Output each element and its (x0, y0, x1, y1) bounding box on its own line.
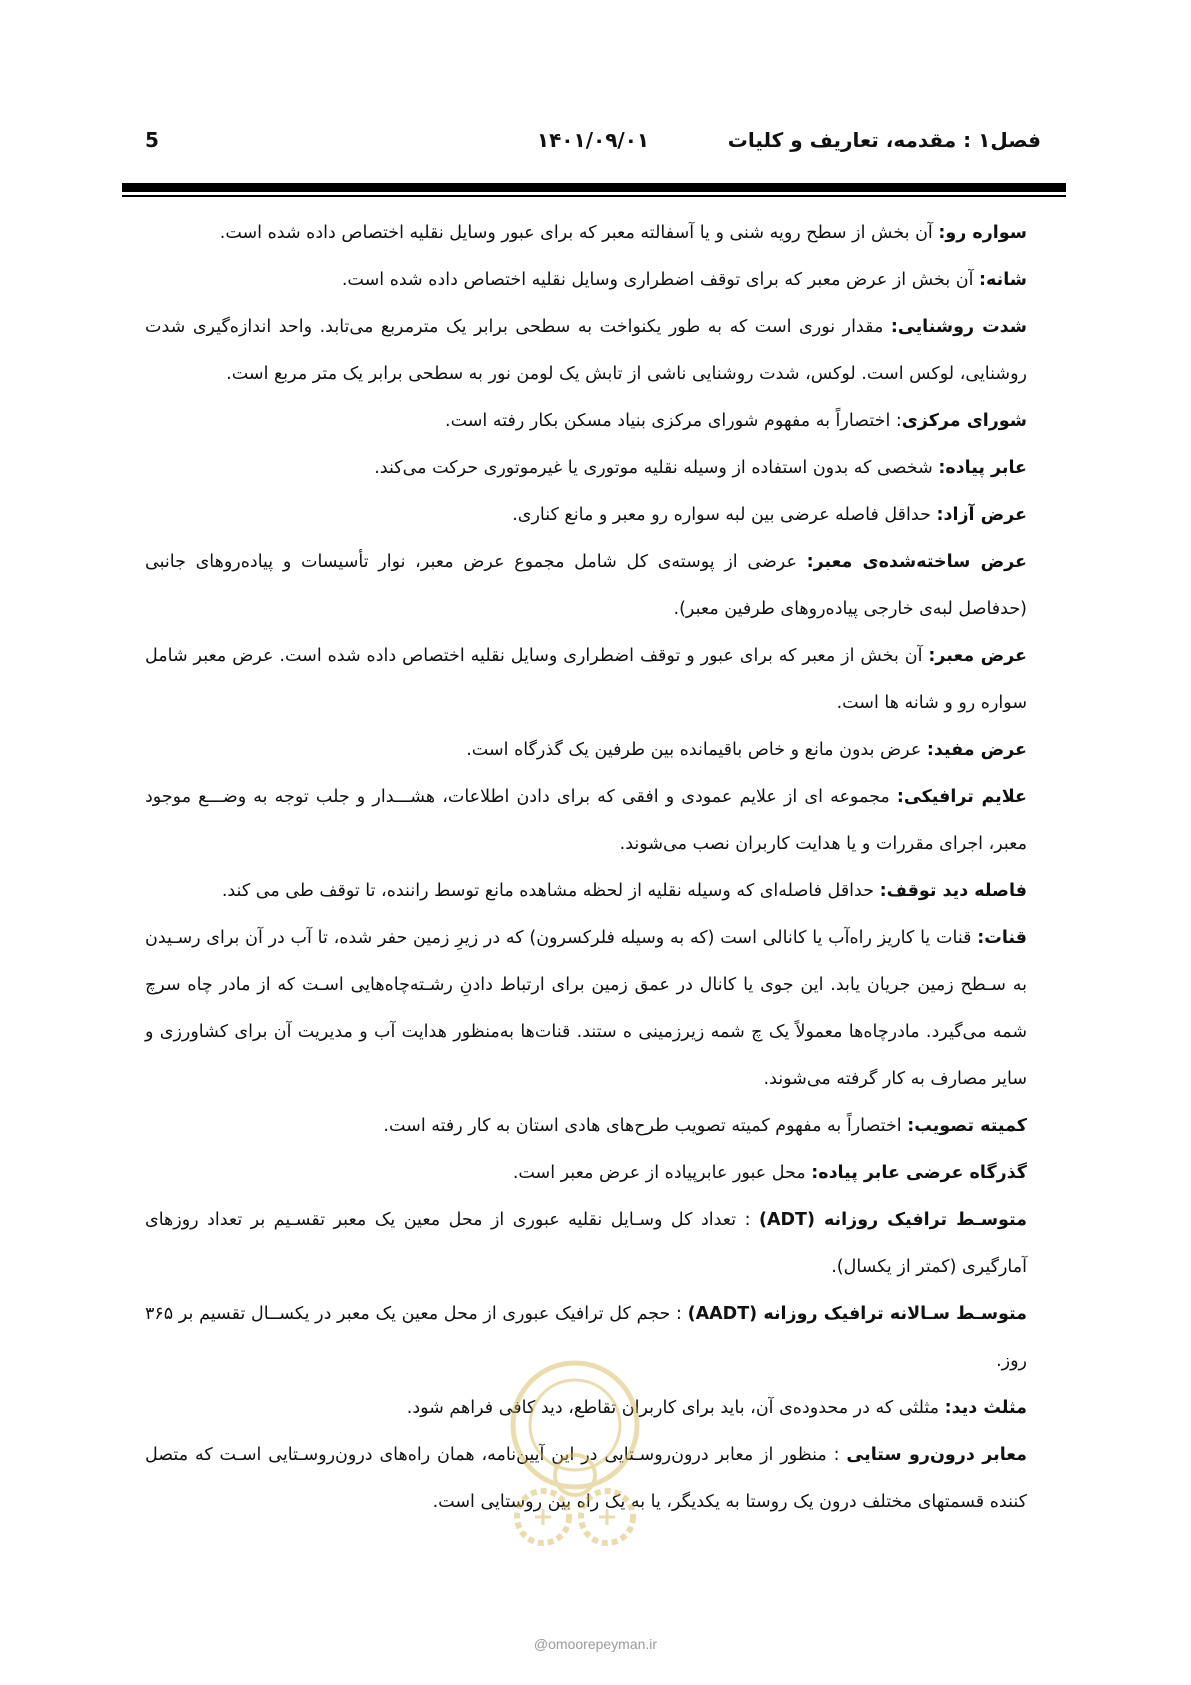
definition-term: متوسـط ترافیک روزانه (ADT) (758, 1210, 1027, 1230)
definition-term: عرض مفید: (926, 740, 1027, 760)
definition-paragraph (145, 257, 1027, 304)
definition-paragraph (145, 210, 1027, 257)
definition-term: شانه: (979, 270, 1027, 290)
definition-paragraph (145, 868, 1027, 915)
definition-text: آن بخش از عرض معبر که برای توقف اضطراری وسایل نقلیه اختصاص داده شده است. (341, 270, 980, 290)
header-date: ۱۴۰۱/۰۹/۰۱ (536, 128, 650, 152)
definition-paragraph (145, 1150, 1027, 1197)
definition-paragraph (145, 492, 1027, 539)
definition-term: سواره رو: (938, 223, 1027, 243)
definition-term: عابر پیاده: (938, 458, 1027, 478)
definition-term: عرض معبر: (928, 646, 1028, 666)
definition-text: حداقل فاصله عرضی بین لبه سواره رو معبر و مانع کناری. (512, 505, 937, 525)
definition-text: حداقل فاصله‌ای که وسیله نقلیه از لحظه مشاهده مانع توسط راننده، تا توقف طی می کند. (221, 881, 880, 901)
definition-term: معابر درون‌رو ستایی (846, 1445, 1027, 1465)
definition-text: مقدار نوری است که به طور یکنواخت به سطحی برابر یک مترمربع می‌تابد. واحد اندازه‌گیری شدت روشنایی، لوکس است. لوکس، شدت روشنایی ناشی از تابش یک لومن نور به سطحی برابر یک متر مربع است. (145, 317, 1027, 384)
page-number: 5 (145, 128, 159, 152)
definition-term: علایم ترافیکی: (896, 787, 1027, 807)
definition-paragraph (145, 304, 1027, 398)
definition-term: کمیته تصویب: (907, 1116, 1027, 1136)
definition-text: : منظور از معابر درون‌روسـتایی در این آیین‌نامه، همان راه‌های درون‌روسـتایی اسـت که متصل کننده قسمتهای مختلف درون یک روستا به یکدیگر، یا به یک راه بین روستایی است. (145, 1445, 1027, 1512)
definition-paragraph (145, 727, 1027, 774)
definition-text: مجموعه ای از علایم عمودی و افقی که برای دادن اطلاعات، هشـــدار و جلب توجه به وضـــع موجود معبر، اجرای مقررات و یا هدایت کاربران نصب می‌شوند. (145, 787, 1027, 854)
definition-paragraph (145, 1103, 1027, 1150)
definition-term: عرض ساخته‌شده‌ی معبر: (806, 552, 1027, 572)
definition-text: آن بخش از معبر که برای عبور و توقف اضطراری وسایل نقلیه اختصاص داده شده است. عرض معبر شامل سواره رو و شانه ها است. (145, 646, 1027, 713)
watermark-seal-icon (495, 1355, 655, 1575)
definition-term: متوسـط سـالانه ترافیک روزانه (AADT) (687, 1304, 1027, 1324)
definition-text: عرضی از پوسته‌ی کل شامل مجموع عرض معبر، نوار تأسیسات و پیاده‌روهای جانبی (حدفاصل لبه‌ی خارجی پیاده‌روهای طرفین معبر). (145, 552, 1027, 619)
definition-term: عرض آزاد: (936, 505, 1027, 525)
definition-text: قنات یا کاریز راه‌آب یا کانالی است (که به وسیله فلرکسرون) که در زیرِ زمین حفر شده، تا آب در آن برای رسـیدن به سـطح زمین جریان یابد. این جوی یا کانال در عمق زمین برای ارتباط دادنِ رشـته‌چاه‌هایی اسـت که از مادر چاه سرچ شمه می‌گیرد. مادرچاه‌ها معمولاً یک چ شمه زیرزمینی ه ستند. قنات‌ها به‌منظور هدایت آب و مدیریت آن برای کشاورزی و سایر مصارف به کار گرفته می‌شوند. (145, 928, 1027, 1089)
watermark-url: @omoorepeyman.ir (533, 1636, 658, 1652)
definition-text: : اختصاراً به مفهوم شورای مرکزی بنیاد مسکن بکار رفته است. (445, 411, 902, 431)
definition-paragraph (145, 1197, 1027, 1291)
definition-text: عرض بدون مانع و خاص باقیمانده بین طرفین یک گذرگاه است. (466, 740, 927, 760)
definition-text: شخصی که بدون استفاده از وسیله نقلیه موتوری یا غیرموتوری حرکت می‌کند. (374, 458, 939, 478)
definition-text: اختصاراً به مفهوم کمیته تصویب طرح‌های هادی استان به کار رفته است. (383, 1116, 908, 1136)
header-rule-thin (122, 195, 1066, 197)
definition-text: آن بخش از سطح رویه شنی و یا آسفالته معبر که برای عبور وسایل نقلیه اختصاص داده شده است. (219, 223, 939, 243)
definition-term: فاصله دید توقف: (879, 881, 1027, 901)
definition-paragraph (145, 539, 1027, 633)
definition-term: مثلث دید: (944, 1398, 1027, 1418)
definition-text: محل عبور عابرپیاده از عرض معبر است. (512, 1163, 812, 1183)
watermark-logo (495, 1355, 655, 1575)
definition-text: : حجم کل ترافیک عبوری از محل معین یک معبر در یکســال تقسیم بر ۳۶۵ روز. (145, 1304, 1027, 1371)
definition-paragraph (145, 633, 1027, 727)
definition-term: قنات: (977, 928, 1027, 948)
definition-paragraph (145, 398, 1027, 445)
definition-paragraph (145, 774, 1027, 868)
definition-term: شدت روشنایی: (890, 317, 1027, 337)
definition-term: شورای مرکزی (901, 411, 1027, 431)
page-header (145, 128, 1041, 168)
definition-text: مثلثی که در محدوده‌ی آن، باید برای کاربران تقاطع، دید کافی فراهم شود. (406, 1398, 945, 1418)
definition-term: گذرگاه عرضی عابر پیاده: (811, 1163, 1027, 1183)
definition-paragraph (145, 445, 1027, 492)
header-rule-thick (122, 183, 1066, 192)
definition-paragraph (145, 915, 1027, 1103)
definition-text: : تعداد کل وسـایل نقلیه عبوری از محل معین یک معبر تقسـیم بر تعداد روزهای آمارگیری (کمتر از یکسال). (145, 1210, 1027, 1277)
definitions-body (145, 210, 1027, 1526)
chapter-title: فصل۱ : مقدمه، تعاریف و کلیات (727, 128, 1041, 152)
